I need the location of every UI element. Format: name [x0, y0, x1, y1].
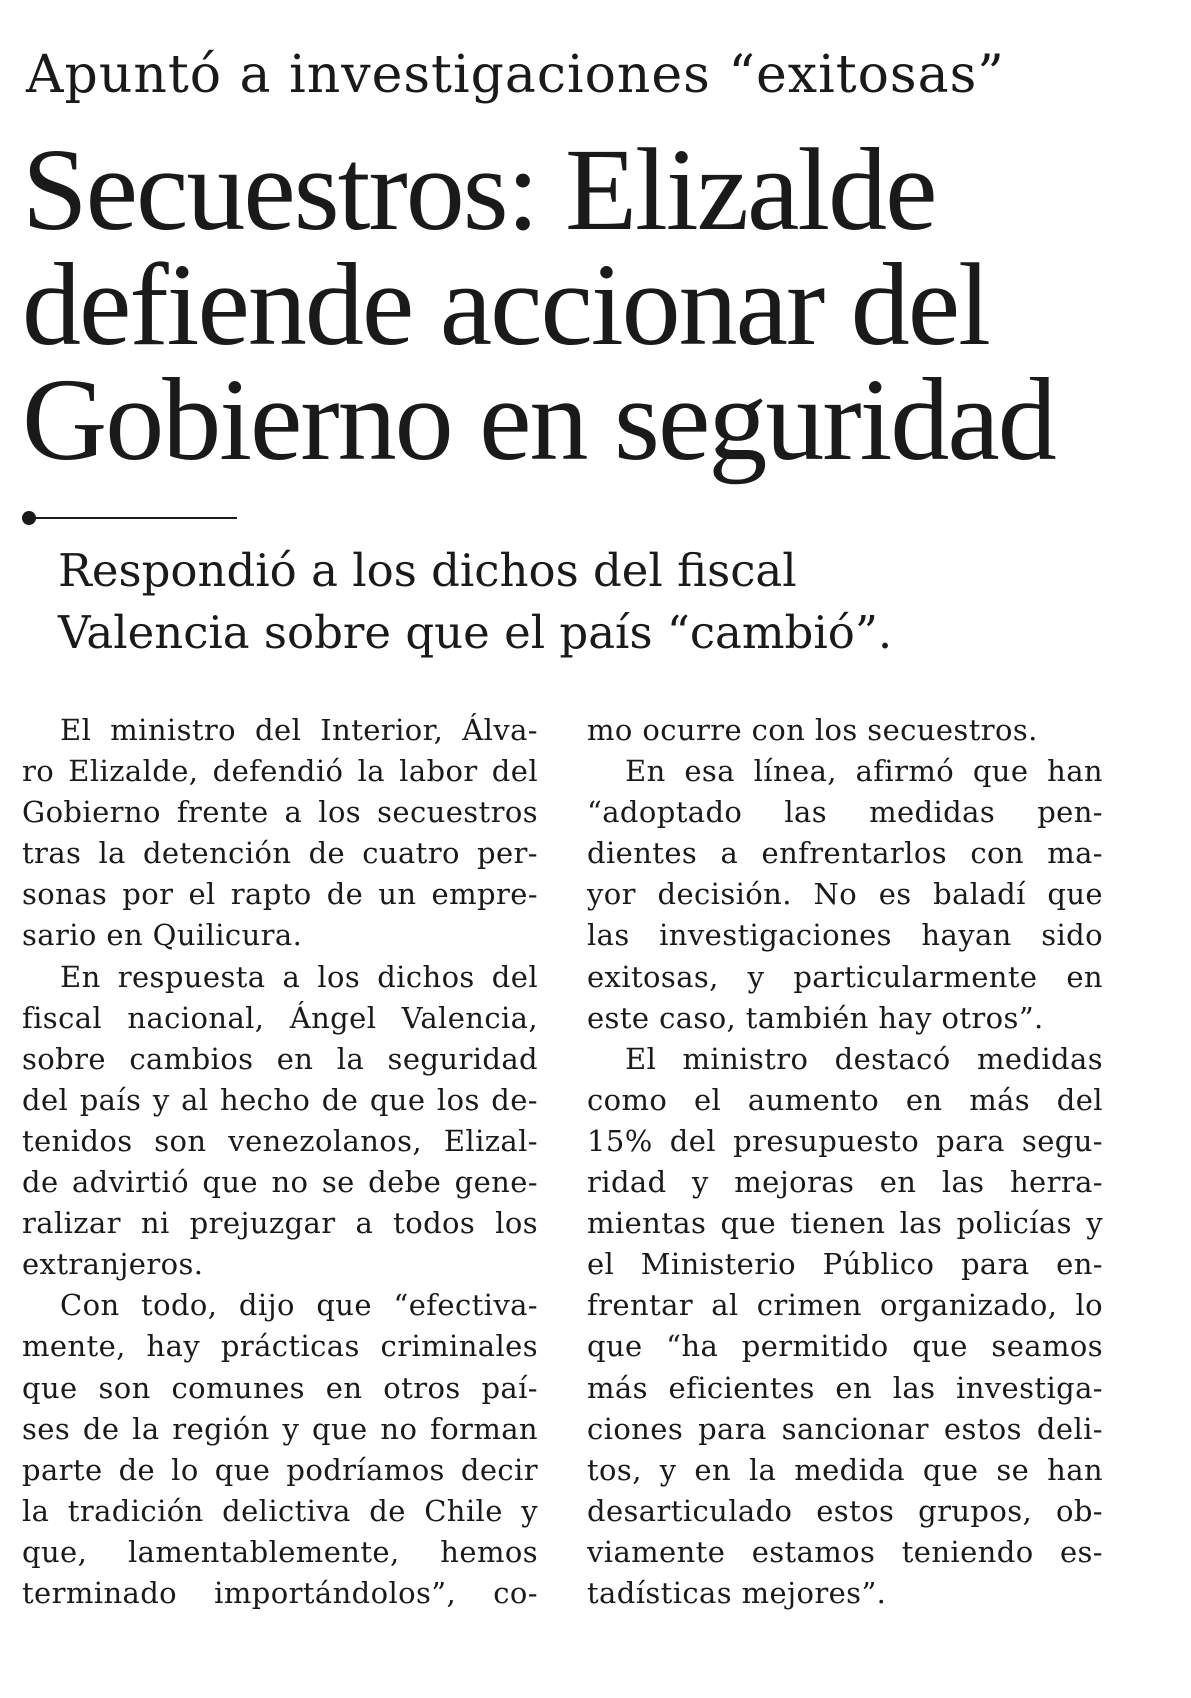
body-line: extranjeros. — [22, 1247, 204, 1282]
body-line: que “ha permitido que seamos — [587, 1329, 1103, 1364]
body-line: tras la detención de cuatro per- — [22, 836, 538, 871]
body-line: sonas por el rapto de un empre- — [22, 877, 538, 912]
body-line: de advirtió que no se debe gene- — [22, 1165, 538, 1200]
body-line: tos, y en la medida que se han — [587, 1452, 1103, 1487]
body-line: ciones para sancionar estos deli- — [587, 1411, 1103, 1446]
article-kicker: Apuntó a investigaciones “exitosas” — [26, 45, 1005, 105]
article-deck — [58, 540, 1158, 664]
body-line: mo ocurre con los secuestros. — [587, 713, 1038, 747]
body-line: frentar al crimen organizado, lo — [587, 1288, 1103, 1323]
body-column-left — [22, 710, 538, 1614]
body-line: ro Elizalde, defendió la labor del — [22, 754, 538, 789]
body-line: el Ministerio Público para en- — [587, 1247, 1103, 1282]
body-line: desarticulado estos grupos, ob- — [587, 1493, 1103, 1528]
body-column-right — [587, 710, 1103, 1614]
body-line: En esa línea, afirmó que han — [625, 754, 1103, 789]
body-line: Gobierno frente a los secuestros — [22, 795, 538, 830]
body-line: del país y al hecho de que los de- — [22, 1082, 538, 1117]
headline-line: defiende accionar del — [22, 239, 989, 370]
article-headline — [22, 124, 1172, 485]
body-line: “adoptado las medidas pen- — [587, 795, 1103, 830]
body-line: El ministro destacó medidas — [625, 1041, 1103, 1076]
body-line: sario en Quilicura. — [22, 918, 303, 953]
body-line: 15% del presupuesto para segu- — [587, 1123, 1103, 1158]
body-line: que, lamentablemente, hemos — [22, 1534, 538, 1569]
body-line: ridad y mejoras en las herra- — [587, 1165, 1103, 1200]
body-line: viamente estamos teniendo es- — [587, 1534, 1103, 1569]
body-line: fiscal nacional, Ángel Valencia, — [22, 1000, 538, 1035]
body-line: parte de lo que podríamos decir — [22, 1452, 538, 1487]
body-line: Con todo, dijo que “efectiva- — [60, 1288, 538, 1323]
body-line: terminado importándolos”, co- — [22, 1575, 538, 1610]
body-line: que son comunes en otros paí- — [22, 1370, 538, 1405]
divider-line — [30, 517, 237, 519]
headline-line: Gobierno en seguridad — [22, 354, 1055, 485]
body-line: ses de la región y que no forman — [22, 1411, 538, 1446]
body-line: ralizar ni prejuzgar a todos los — [22, 1206, 538, 1241]
body-line: este caso, también hay otros”. — [587, 1000, 1044, 1035]
body-line: dientes a enfrentarlos con ma- — [587, 836, 1103, 871]
body-line: la tradición delictiva de Chile y — [22, 1493, 538, 1528]
body-line: En respuesta a los dichos del — [60, 959, 538, 994]
body-line: más eficientes en las investiga- — [587, 1370, 1103, 1405]
body-line: las investigaciones hayan sido — [587, 918, 1103, 953]
body-line: exitosas, y particularmente en — [587, 959, 1103, 994]
deck-line: Valencia sobre que el país “cambió”. — [58, 606, 893, 659]
body-line: mientas que tienen las policías y — [587, 1206, 1103, 1241]
body-line: mente, hay prácticas criminales — [22, 1329, 538, 1364]
deck-line: Respondió a los dichos del fiscal — [58, 544, 797, 597]
body-line: sobre cambios en la seguridad — [22, 1041, 538, 1076]
body-line: tenidos son venezolanos, Elizal- — [22, 1123, 538, 1158]
body-line: tadísticas mejores”. — [587, 1575, 887, 1610]
body-line: El ministro del Interior, Álva- — [60, 713, 538, 747]
section-divider — [22, 511, 237, 525]
headline-line: Secuestros: Elizalde — [22, 124, 936, 255]
body-line: como el aumento en más del — [587, 1082, 1103, 1117]
body-line: yor decisión. No es baladí que — [587, 877, 1103, 912]
